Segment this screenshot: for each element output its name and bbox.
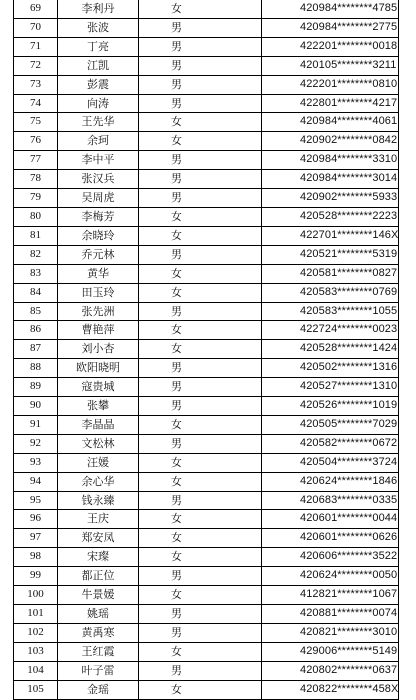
row-number-cell: 100 bbox=[14, 586, 58, 605]
row-number-cell: 71 bbox=[14, 37, 58, 56]
row-number-cell: 105 bbox=[14, 680, 58, 699]
table-row bbox=[14, 397, 399, 416]
name-cell: 余晓玲 bbox=[58, 226, 139, 245]
gender-cell: 女 bbox=[139, 264, 262, 283]
id-number-cell: 420984********4785 bbox=[262, 0, 399, 18]
row-number-cell: 83 bbox=[14, 264, 58, 283]
id-number-cell: 420521********5319 bbox=[262, 245, 399, 264]
id-number-cell: 420984********3014 bbox=[262, 170, 399, 189]
row-number-cell: 77 bbox=[14, 151, 58, 170]
table-row bbox=[14, 623, 399, 642]
row-number-cell: 98 bbox=[14, 548, 58, 567]
gender-cell: 女 bbox=[139, 132, 262, 151]
gender-cell: 男 bbox=[139, 623, 262, 642]
table-row bbox=[14, 37, 399, 56]
gender-cell: 男 bbox=[139, 75, 262, 94]
row-number-cell: 70 bbox=[14, 18, 58, 37]
id-number-cell: 429006********5149 bbox=[262, 642, 399, 661]
id-number-cell: 420505********7029 bbox=[262, 415, 399, 434]
name-cell: 李晶晶 bbox=[58, 415, 139, 434]
row-number-cell: 94 bbox=[14, 472, 58, 491]
id-number-cell: 420105********3211 bbox=[262, 56, 399, 75]
table-row bbox=[14, 340, 399, 359]
name-cell: 牛景媛 bbox=[58, 586, 139, 605]
name-cell: 欧阳晓明 bbox=[58, 359, 139, 378]
table-row bbox=[14, 151, 399, 170]
id-number-cell: 420528********1424 bbox=[262, 340, 399, 359]
row-number-cell: 96 bbox=[14, 510, 58, 529]
gender-cell: 男 bbox=[139, 245, 262, 264]
id-number-cell: 422801********4217 bbox=[262, 94, 399, 113]
table-row bbox=[14, 75, 399, 94]
id-number-cell: 420528********2223 bbox=[262, 207, 399, 226]
row-number-cell: 84 bbox=[14, 283, 58, 302]
row-number-cell: 103 bbox=[14, 642, 58, 661]
name-cell: 张汉兵 bbox=[58, 170, 139, 189]
row-number-cell: 99 bbox=[14, 567, 58, 586]
gender-cell: 女 bbox=[139, 340, 262, 359]
gender-cell: 男 bbox=[139, 359, 262, 378]
row-number-cell: 85 bbox=[14, 302, 58, 321]
name-cell: 王先华 bbox=[58, 113, 139, 132]
id-number-cell: 412821********1067 bbox=[262, 586, 399, 605]
row-number-cell: 72 bbox=[14, 56, 58, 75]
gender-cell: 女 bbox=[139, 642, 262, 661]
gender-cell: 男 bbox=[139, 378, 262, 397]
name-cell: 钱永臻 bbox=[58, 491, 139, 510]
table-row bbox=[14, 226, 399, 245]
name-cell: 李梅芳 bbox=[58, 207, 139, 226]
gender-cell: 女 bbox=[139, 113, 262, 132]
row-number-cell: 101 bbox=[14, 605, 58, 624]
row-number-cell: 88 bbox=[14, 359, 58, 378]
id-number-cell: 420502********1316 bbox=[262, 359, 399, 378]
gender-cell: 男 bbox=[139, 56, 262, 75]
name-cell: 李利丹 bbox=[58, 0, 139, 18]
table-row bbox=[14, 302, 399, 321]
gender-cell: 女 bbox=[139, 680, 262, 699]
name-cell: 李中平 bbox=[58, 151, 139, 170]
id-number-cell: 420527********1310 bbox=[262, 378, 399, 397]
name-cell: 张波 bbox=[58, 18, 139, 37]
table-row bbox=[14, 113, 399, 132]
row-number-cell: 75 bbox=[14, 113, 58, 132]
id-number-cell: 420504********3724 bbox=[262, 453, 399, 472]
table-row bbox=[14, 472, 399, 491]
gender-cell: 女 bbox=[139, 548, 262, 567]
table-row bbox=[14, 207, 399, 226]
name-cell: 寇贵城 bbox=[58, 378, 139, 397]
row-number-cell: 91 bbox=[14, 415, 58, 434]
row-number-cell: 82 bbox=[14, 245, 58, 264]
gender-cell: 男 bbox=[139, 189, 262, 208]
gender-cell: 女 bbox=[139, 453, 262, 472]
table-row bbox=[14, 0, 399, 18]
gender-cell: 女 bbox=[139, 283, 262, 302]
id-number-cell: 420606********3522 bbox=[262, 548, 399, 567]
table-row bbox=[14, 321, 399, 340]
id-number-cell: 420821********3010 bbox=[262, 623, 399, 642]
name-cell: 丁亮 bbox=[58, 37, 139, 56]
gender-cell: 男 bbox=[139, 491, 262, 510]
gender-cell: 女 bbox=[139, 472, 262, 491]
name-cell: 黄华 bbox=[58, 264, 139, 283]
id-number-cell: 422724********0023 bbox=[262, 321, 399, 340]
id-number-cell: 420624********1846 bbox=[262, 472, 399, 491]
name-cell: 刘小杏 bbox=[58, 340, 139, 359]
table-row bbox=[14, 529, 399, 548]
table-row bbox=[14, 245, 399, 264]
row-number-cell: 80 bbox=[14, 207, 58, 226]
table-row bbox=[14, 18, 399, 37]
table-row bbox=[14, 132, 399, 151]
name-cell: 曹艳萍 bbox=[58, 321, 139, 340]
name-cell: 田玉玲 bbox=[58, 283, 139, 302]
id-number-cell: 422201********0018 bbox=[262, 37, 399, 56]
table-row bbox=[14, 567, 399, 586]
name-cell: 向涛 bbox=[58, 94, 139, 113]
gender-cell: 女 bbox=[139, 0, 262, 18]
id-number-cell: 422201********0810 bbox=[262, 75, 399, 94]
row-number-cell: 73 bbox=[14, 75, 58, 94]
gender-cell: 女 bbox=[139, 207, 262, 226]
table-row bbox=[14, 94, 399, 113]
id-number-cell: 420624********0050 bbox=[262, 567, 399, 586]
table-row bbox=[14, 642, 399, 661]
row-number-cell: 97 bbox=[14, 529, 58, 548]
name-cell: 郑安凤 bbox=[58, 529, 139, 548]
row-number-cell: 86 bbox=[14, 321, 58, 340]
name-cell: 江凯 bbox=[58, 56, 139, 75]
table-row bbox=[14, 510, 399, 529]
table-row bbox=[14, 56, 399, 75]
gender-cell: 男 bbox=[139, 567, 262, 586]
name-cell: 彭震 bbox=[58, 75, 139, 94]
id-number-cell: 420601********0044 bbox=[262, 510, 399, 529]
id-number-cell: 420902********0842 bbox=[262, 132, 399, 151]
name-cell: 金瑶 bbox=[58, 680, 139, 699]
name-cell: 黄禹寒 bbox=[58, 623, 139, 642]
name-cell: 王红霞 bbox=[58, 642, 139, 661]
name-cell: 余珂 bbox=[58, 132, 139, 151]
row-number-cell: 69 bbox=[14, 0, 58, 18]
table-row bbox=[14, 605, 399, 624]
id-number-cell: 422701********146X bbox=[262, 226, 399, 245]
roster-table-body bbox=[14, 0, 399, 699]
gender-cell: 男 bbox=[139, 661, 262, 680]
id-number-cell: 420583********1055 bbox=[262, 302, 399, 321]
table-row bbox=[14, 661, 399, 680]
gender-cell: 女 bbox=[139, 415, 262, 434]
row-number-cell: 87 bbox=[14, 340, 58, 359]
gender-cell: 男 bbox=[139, 397, 262, 416]
table-row bbox=[14, 434, 399, 453]
table-row bbox=[14, 170, 399, 189]
name-cell: 张攀 bbox=[58, 397, 139, 416]
row-number-cell: 78 bbox=[14, 170, 58, 189]
gender-cell: 女 bbox=[139, 586, 262, 605]
id-number-cell: 420881********0074 bbox=[262, 605, 399, 624]
table-row bbox=[14, 283, 399, 302]
gender-cell: 男 bbox=[139, 434, 262, 453]
name-cell: 张先洲 bbox=[58, 302, 139, 321]
table-row bbox=[14, 491, 399, 510]
gender-cell: 女 bbox=[139, 510, 262, 529]
table-row bbox=[14, 680, 399, 699]
table-row bbox=[14, 264, 399, 283]
row-number-cell: 81 bbox=[14, 226, 58, 245]
gender-cell: 男 bbox=[139, 605, 262, 624]
name-cell: 叶子雷 bbox=[58, 661, 139, 680]
id-number-cell: 420583********0769 bbox=[262, 283, 399, 302]
table-row bbox=[14, 453, 399, 472]
id-number-cell: 420581********0827 bbox=[262, 264, 399, 283]
name-cell: 汪媛 bbox=[58, 453, 139, 472]
id-number-cell: 420984********4061 bbox=[262, 113, 399, 132]
gender-cell: 男 bbox=[139, 94, 262, 113]
id-number-cell: 420984********3310 bbox=[262, 151, 399, 170]
row-number-cell: 90 bbox=[14, 397, 58, 416]
name-cell: 乔元林 bbox=[58, 245, 139, 264]
table-row bbox=[14, 359, 399, 378]
row-number-cell: 79 bbox=[14, 189, 58, 208]
name-cell: 都正位 bbox=[58, 567, 139, 586]
id-number-cell: 420802********0637 bbox=[262, 661, 399, 680]
gender-cell: 男 bbox=[139, 151, 262, 170]
name-cell: 宋璨 bbox=[58, 548, 139, 567]
gender-cell: 男 bbox=[139, 18, 262, 37]
id-number-cell: 420902********5933 bbox=[262, 189, 399, 208]
name-cell: 吴周虎 bbox=[58, 189, 139, 208]
gender-cell: 女 bbox=[139, 321, 262, 340]
name-cell: 余心华 bbox=[58, 472, 139, 491]
row-number-cell: 102 bbox=[14, 623, 58, 642]
id-number-cell: 420822********458X bbox=[262, 680, 399, 699]
id-number-cell: 420582********0672 bbox=[262, 434, 399, 453]
gender-cell: 男 bbox=[139, 37, 262, 56]
table-row bbox=[14, 586, 399, 605]
table-row bbox=[14, 189, 399, 208]
name-cell: 姚瑶 bbox=[58, 605, 139, 624]
row-number-cell: 74 bbox=[14, 94, 58, 113]
roster-table bbox=[13, 0, 399, 700]
id-number-cell: 420601********0626 bbox=[262, 529, 399, 548]
row-number-cell: 92 bbox=[14, 434, 58, 453]
id-number-cell: 420984********2775 bbox=[262, 18, 399, 37]
row-number-cell: 95 bbox=[14, 491, 58, 510]
id-number-cell: 420526********1019 bbox=[262, 397, 399, 416]
gender-cell: 男 bbox=[139, 170, 262, 189]
table-row bbox=[14, 415, 399, 434]
row-number-cell: 93 bbox=[14, 453, 58, 472]
name-cell: 文松林 bbox=[58, 434, 139, 453]
name-cell: 王庆 bbox=[58, 510, 139, 529]
row-number-cell: 89 bbox=[14, 378, 58, 397]
row-number-cell: 104 bbox=[14, 661, 58, 680]
row-number-cell: 76 bbox=[14, 132, 58, 151]
gender-cell: 女 bbox=[139, 529, 262, 548]
table-row bbox=[14, 378, 399, 397]
table-row bbox=[14, 548, 399, 567]
gender-cell: 女 bbox=[139, 226, 262, 245]
id-number-cell: 420683********0335 bbox=[262, 491, 399, 510]
gender-cell: 男 bbox=[139, 302, 262, 321]
